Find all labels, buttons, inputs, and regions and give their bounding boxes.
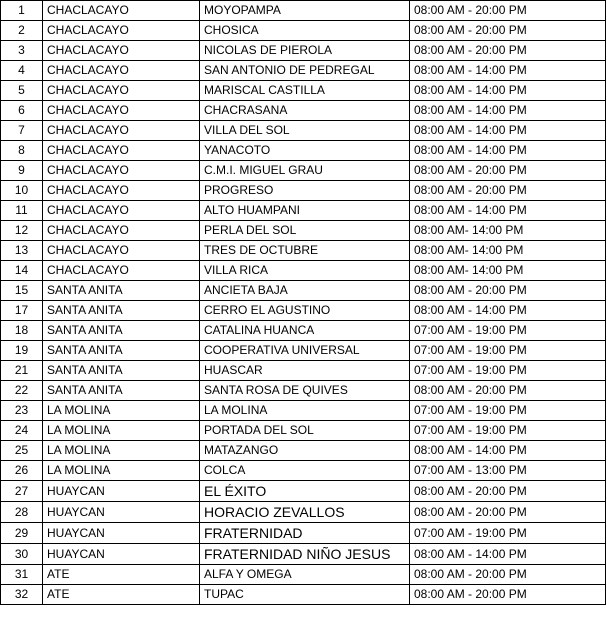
table-row — [1, 21, 606, 41]
row-number-cell: 5 — [1, 81, 43, 101]
health-center-cell: COLCA — [200, 461, 410, 481]
schedule-table-body — [1, 1, 606, 605]
opening-hours-cell: 08:00 AM - 20:00 PM — [410, 565, 606, 585]
district-cell: ATE — [43, 585, 200, 605]
opening-hours-cell: 08:00 AM - 14:00 PM — [410, 141, 606, 161]
district-cell: CHACLACAYO — [43, 261, 200, 281]
health-center-cell: PORTADA DEL SOL — [200, 421, 410, 441]
opening-hours-cell: 08:00 AM- 14:00 PM — [410, 241, 606, 261]
health-center-cell: PERLA DEL SOL — [200, 221, 410, 241]
row-number-cell: 12 — [1, 221, 43, 241]
table-row — [1, 161, 606, 181]
district-cell: CHACLACAYO — [43, 201, 200, 221]
row-number-cell: 30 — [1, 544, 43, 565]
table-row — [1, 241, 606, 261]
row-number-cell: 6 — [1, 101, 43, 121]
district-cell: LA MOLINA — [43, 461, 200, 481]
opening-hours-cell: 08:00 AM - 20:00 PM — [410, 481, 606, 502]
district-cell: LA MOLINA — [43, 421, 200, 441]
district-cell: CHACLACAYO — [43, 121, 200, 141]
district-cell: SANTA ANITA — [43, 361, 200, 381]
table-row — [1, 221, 606, 241]
opening-hours-cell: 08:00 AM - 14:00 PM — [410, 544, 606, 565]
table-row — [1, 321, 606, 341]
opening-hours-cell: 08:00 AM - 14:00 PM — [410, 301, 606, 321]
table-row — [1, 301, 606, 321]
health-center-cell: YANACOTO — [200, 141, 410, 161]
opening-hours-cell: 08:00 AM - 14:00 PM — [410, 101, 606, 121]
table-row — [1, 1, 606, 21]
health-center-cell: LA MOLINA — [200, 401, 410, 421]
table-row — [1, 121, 606, 141]
row-number-cell: 15 — [1, 281, 43, 301]
district-cell: CHACLACAYO — [43, 241, 200, 261]
opening-hours-cell: 07:00 AM - 19:00 PM — [410, 523, 606, 544]
row-number-cell: 11 — [1, 201, 43, 221]
table-row — [1, 461, 606, 481]
opening-hours-cell: 08:00 AM - 14:00 PM — [410, 81, 606, 101]
row-number-cell: 9 — [1, 161, 43, 181]
health-center-cell: ALTO HUAMPANI — [200, 201, 410, 221]
opening-hours-cell: 08:00 AM - 14:00 PM — [410, 441, 606, 461]
health-center-cell: NICOLAS DE PIEROLA — [200, 41, 410, 61]
row-number-cell: 3 — [1, 41, 43, 61]
health-center-cell: SANTA ROSA DE QUIVES — [200, 381, 410, 401]
district-cell: SANTA ANITA — [43, 301, 200, 321]
opening-hours-cell: 08:00 AM - 20:00 PM — [410, 585, 606, 605]
opening-hours-cell: 08:00 AM - 20:00 PM — [410, 1, 606, 21]
opening-hours-cell: 07:00 AM - 19:00 PM — [410, 401, 606, 421]
opening-hours-cell: 08:00 AM - 20:00 PM — [410, 381, 606, 401]
table-row — [1, 441, 606, 461]
health-center-cell: VILLA DEL SOL — [200, 121, 410, 141]
opening-hours-cell: 08:00 AM - 20:00 PM — [410, 21, 606, 41]
district-cell: SANTA ANITA — [43, 281, 200, 301]
district-cell: ATE — [43, 565, 200, 585]
health-center-cell: FRATERNIDAD NIÑO JESUS — [200, 544, 410, 565]
table-row — [1, 61, 606, 81]
district-cell: HUAYCAN — [43, 481, 200, 502]
opening-hours-cell: 07:00 AM - 19:00 PM — [410, 421, 606, 441]
table-row — [1, 401, 606, 421]
district-cell: CHACLACAYO — [43, 1, 200, 21]
table-row — [1, 201, 606, 221]
table-row — [1, 502, 606, 523]
row-number-cell: 32 — [1, 585, 43, 605]
district-cell: SANTA ANITA — [43, 341, 200, 361]
opening-hours-cell: 07:00 AM - 19:00 PM — [410, 361, 606, 381]
district-cell: CHACLACAYO — [43, 41, 200, 61]
opening-hours-cell: 08:00 AM - 14:00 PM — [410, 121, 606, 141]
health-center-cell: HORACIO ZEVALLOS — [200, 502, 410, 523]
table-row — [1, 101, 606, 121]
health-center-cell: MATAZANGO — [200, 441, 410, 461]
table-row — [1, 181, 606, 201]
health-center-cell: VILLA RICA — [200, 261, 410, 281]
district-cell: HUAYCAN — [43, 523, 200, 544]
table-row — [1, 421, 606, 441]
opening-hours-cell: 08:00 AM - 20:00 PM — [410, 502, 606, 523]
opening-hours-cell: 08:00 AM - 20:00 PM — [410, 181, 606, 201]
row-number-cell: 23 — [1, 401, 43, 421]
row-number-cell: 25 — [1, 441, 43, 461]
district-cell: CHACLACAYO — [43, 81, 200, 101]
district-cell: LA MOLINA — [43, 401, 200, 421]
table-row — [1, 381, 606, 401]
district-cell: HUAYCAN — [43, 502, 200, 523]
opening-hours-cell: 08:00 AM - 20:00 PM — [410, 281, 606, 301]
opening-hours-cell: 08:00 AM - 20:00 PM — [410, 161, 606, 181]
district-cell: CHACLACAYO — [43, 221, 200, 241]
row-number-cell: 24 — [1, 421, 43, 441]
row-number-cell: 27 — [1, 481, 43, 502]
district-cell: CHACLACAYO — [43, 161, 200, 181]
health-center-cell: ANCIETA BAJA — [200, 281, 410, 301]
health-center-cell: TRES DE OCTUBRE — [200, 241, 410, 261]
row-number-cell: 28 — [1, 502, 43, 523]
opening-hours-cell: 08:00 AM- 14:00 PM — [410, 221, 606, 241]
district-cell: CHACLACAYO — [43, 141, 200, 161]
row-number-cell: 22 — [1, 381, 43, 401]
row-number-cell: 4 — [1, 61, 43, 81]
table-row — [1, 565, 606, 585]
row-number-cell: 21 — [1, 361, 43, 381]
row-number-cell: 17 — [1, 301, 43, 321]
row-number-cell: 8 — [1, 141, 43, 161]
opening-hours-cell: 07:00 AM - 13:00 PM — [410, 461, 606, 481]
health-center-cell: EL ÉXITO — [200, 481, 410, 502]
row-number-cell: 31 — [1, 565, 43, 585]
opening-hours-cell: 08:00 AM - 14:00 PM — [410, 61, 606, 81]
health-center-cell: CHOSICA — [200, 21, 410, 41]
opening-hours-cell: 07:00 AM - 19:00 PM — [410, 341, 606, 361]
district-cell: SANTA ANITA — [43, 381, 200, 401]
row-number-cell: 14 — [1, 261, 43, 281]
health-center-cell: COOPERATIVA UNIVERSAL — [200, 341, 410, 361]
health-center-cell: ALFA Y OMEGA — [200, 565, 410, 585]
health-center-cell: CERRO EL AGUSTINO — [200, 301, 410, 321]
table-row — [1, 341, 606, 361]
opening-hours-cell: 08:00 AM - 20:00 PM — [410, 41, 606, 61]
table-row — [1, 141, 606, 161]
health-center-cell: TUPAC — [200, 585, 410, 605]
table-row — [1, 81, 606, 101]
health-center-cell: C.M.I. MIGUEL GRAU — [200, 161, 410, 181]
district-cell: LA MOLINA — [43, 441, 200, 461]
table-row — [1, 523, 606, 544]
row-number-cell: 29 — [1, 523, 43, 544]
health-center-cell: FRATERNIDAD — [200, 523, 410, 544]
table-row — [1, 544, 606, 565]
district-cell: HUAYCAN — [43, 544, 200, 565]
district-cell: CHACLACAYO — [43, 101, 200, 121]
district-cell: CHACLACAYO — [43, 61, 200, 81]
opening-hours-cell: 08:00 AM- 14:00 PM — [410, 261, 606, 281]
table-row — [1, 41, 606, 61]
health-center-cell: HUASCAR — [200, 361, 410, 381]
opening-hours-cell: 07:00 AM - 19:00 PM — [410, 321, 606, 341]
row-number-cell: 1 — [1, 1, 43, 21]
health-center-cell: SAN ANTONIO DE PEDREGAL — [200, 61, 410, 81]
row-number-cell: 13 — [1, 241, 43, 261]
row-number-cell: 26 — [1, 461, 43, 481]
health-center-cell: MOYOPAMPA — [200, 1, 410, 21]
health-center-cell: CHACRASANA — [200, 101, 410, 121]
row-number-cell: 18 — [1, 321, 43, 341]
row-number-cell: 2 — [1, 21, 43, 41]
opening-hours-cell: 08:00 AM - 14:00 PM — [410, 201, 606, 221]
table-row — [1, 261, 606, 281]
district-cell: SANTA ANITA — [43, 321, 200, 341]
row-number-cell: 7 — [1, 121, 43, 141]
health-center-cell: CATALINA HUANCA — [200, 321, 410, 341]
row-number-cell: 10 — [1, 181, 43, 201]
health-center-cell: PROGRESO — [200, 181, 410, 201]
table-row — [1, 361, 606, 381]
table-row — [1, 585, 606, 605]
health-center-cell: MARISCAL CASTILLA — [200, 81, 410, 101]
district-cell: CHACLACAYO — [43, 181, 200, 201]
table-row — [1, 481, 606, 502]
district-cell: CHACLACAYO — [43, 21, 200, 41]
table-row — [1, 281, 606, 301]
row-number-cell: 19 — [1, 341, 43, 361]
